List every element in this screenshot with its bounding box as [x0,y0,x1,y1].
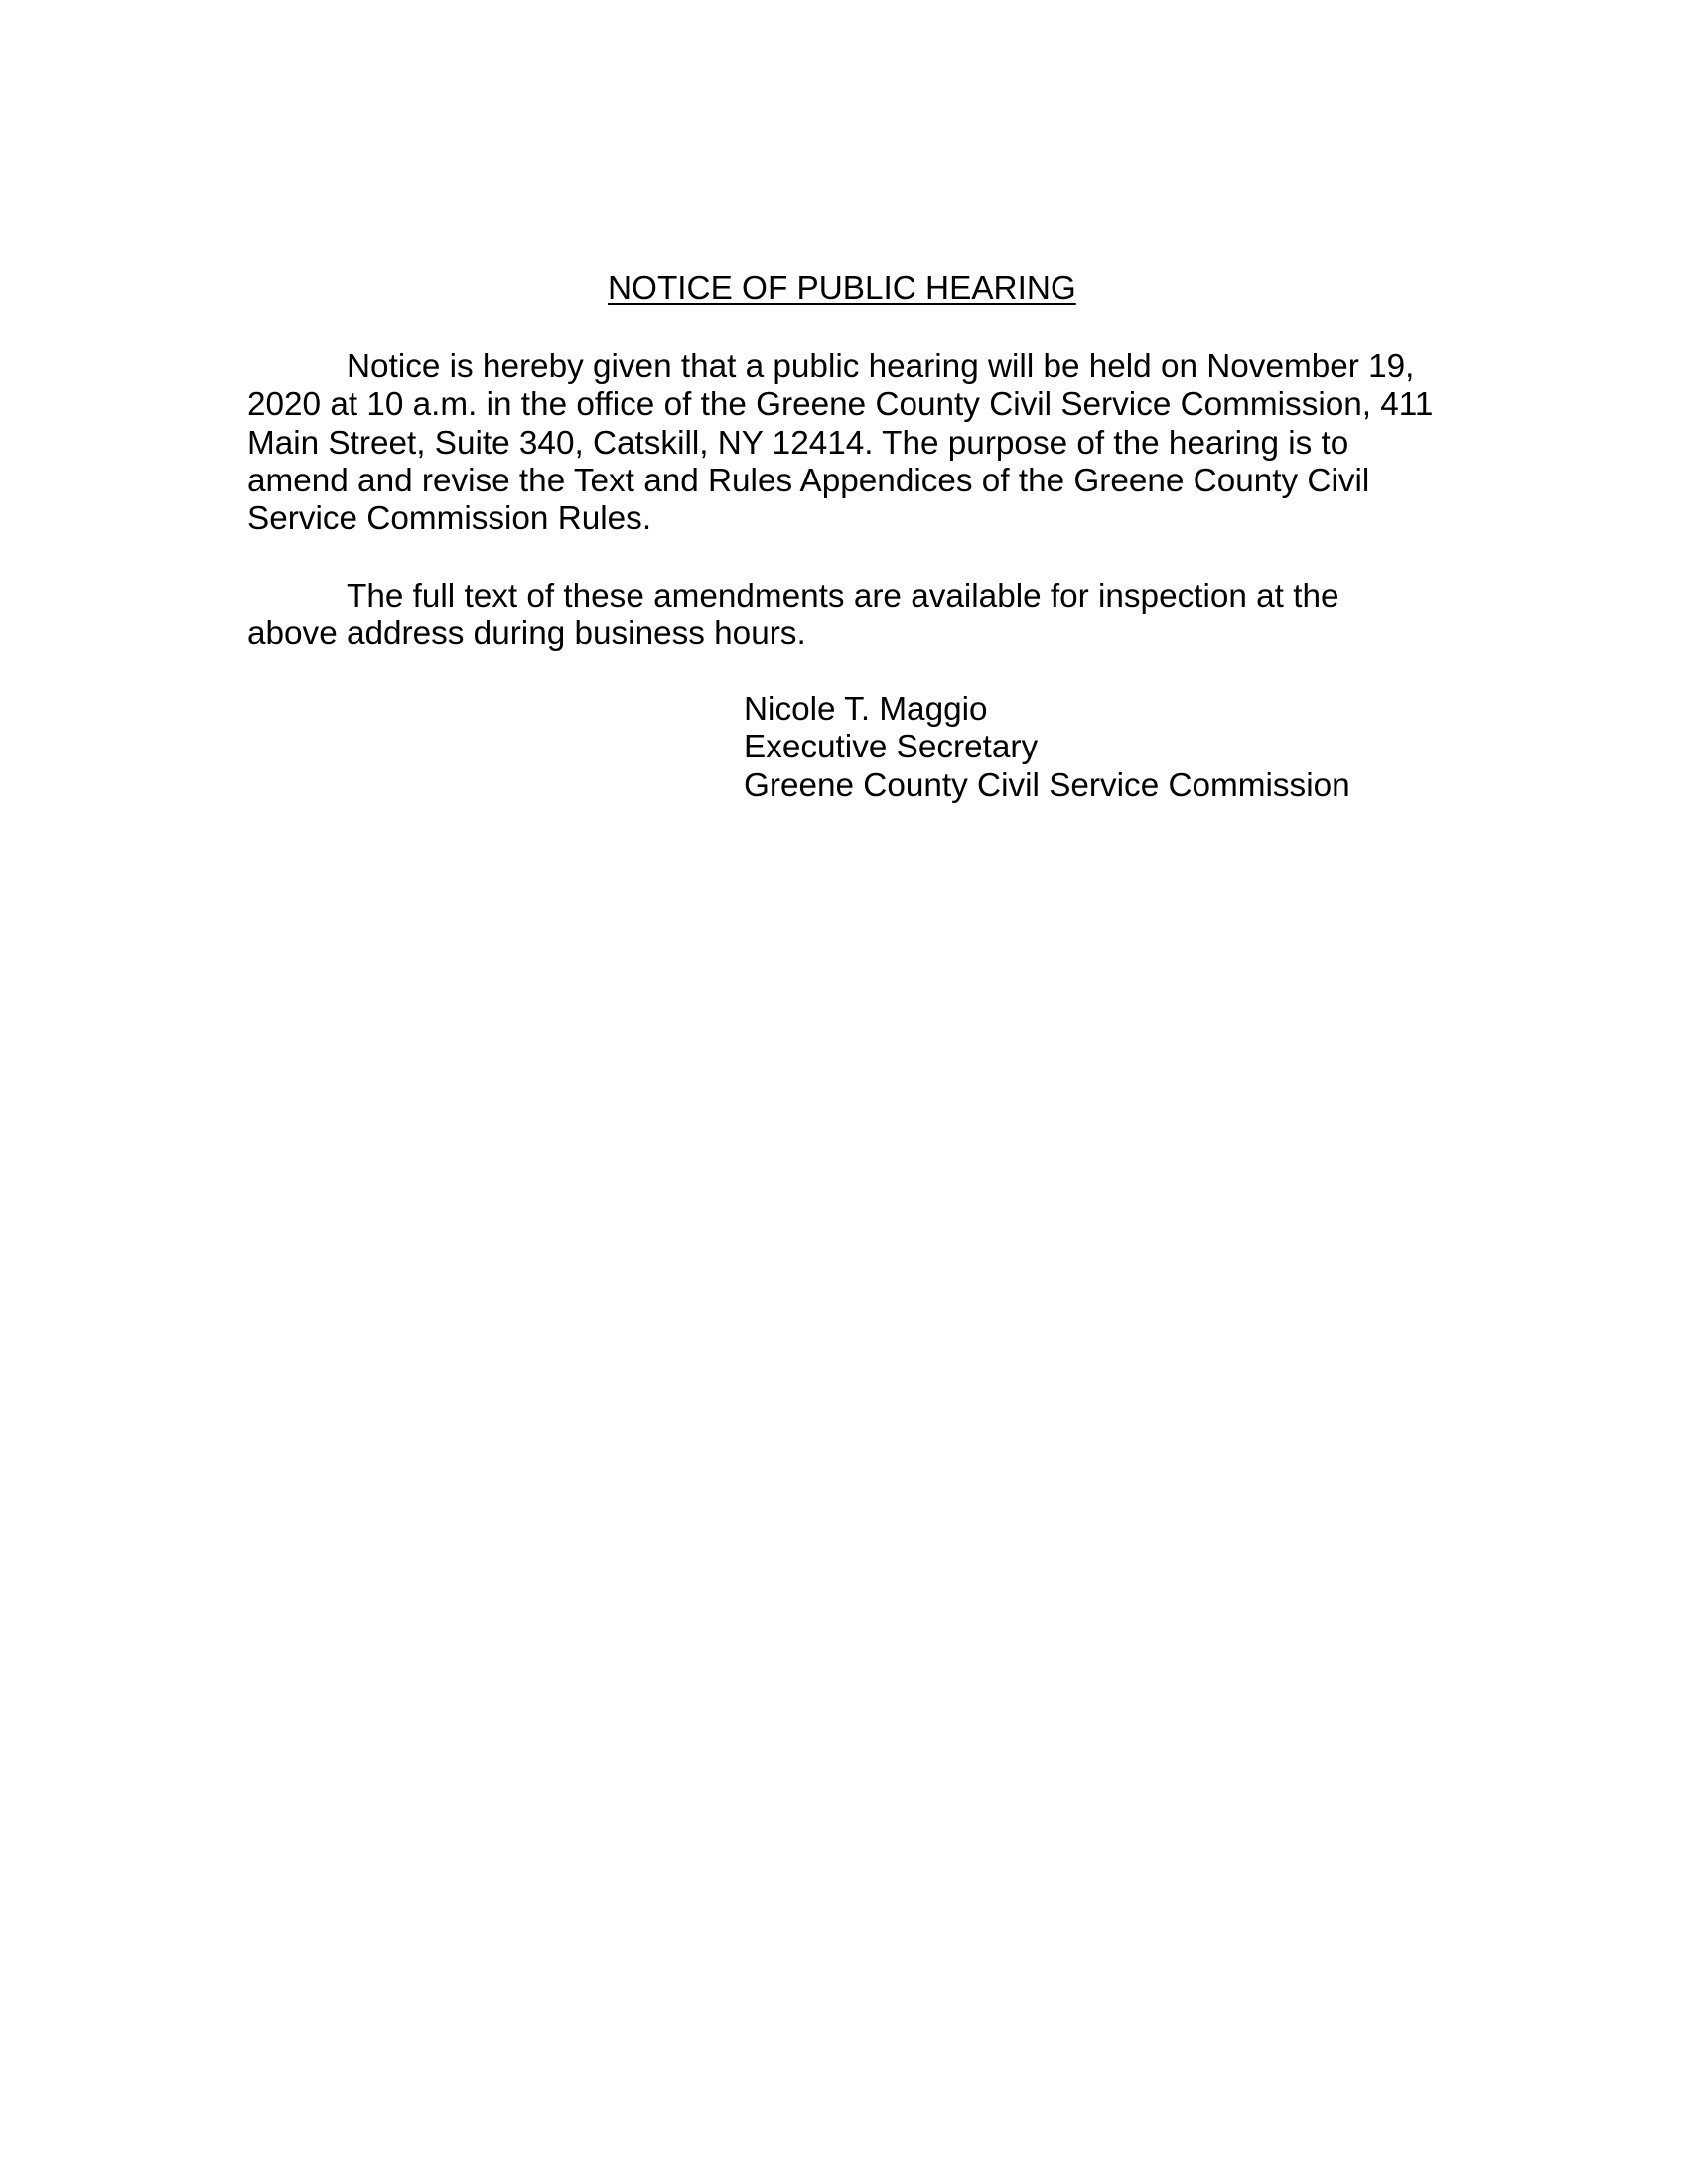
paragraph-line: amend and revise the Text and Rules Appendices of the Greene County Civil [247,462,1370,499]
page-title: NOTICE OF PUBLIC HEARING [608,270,1076,307]
paragraph-line: above address during business hours. [247,615,806,653]
paragraph-line: Main Street, Suite 340, Catskill, NY 12414. The purpose of the hearing is to [247,424,1349,462]
signatory-name: Nicole T. Maggio [744,691,988,728]
paragraph-line: Service Commission Rules. [247,500,652,538]
hearing-notice-paragraph [247,348,1433,538]
signature-block [744,691,1350,805]
paragraph-line: 2020 at 10 a.m. in the office of the Greene County Civil Service Commission, 411 [247,386,1434,424]
paragraph-line: The full text of these amendments are available for inspection at the [347,578,1339,614]
signatory-position: Executive Secretary [744,729,1039,766]
paragraph-line: Notice is hereby given that a public hearing will be held on November 19, [347,348,1415,385]
signatory-organization: Greene County Civil Service Commission [744,766,1350,804]
amendments-availability-paragraph [247,578,1338,654]
